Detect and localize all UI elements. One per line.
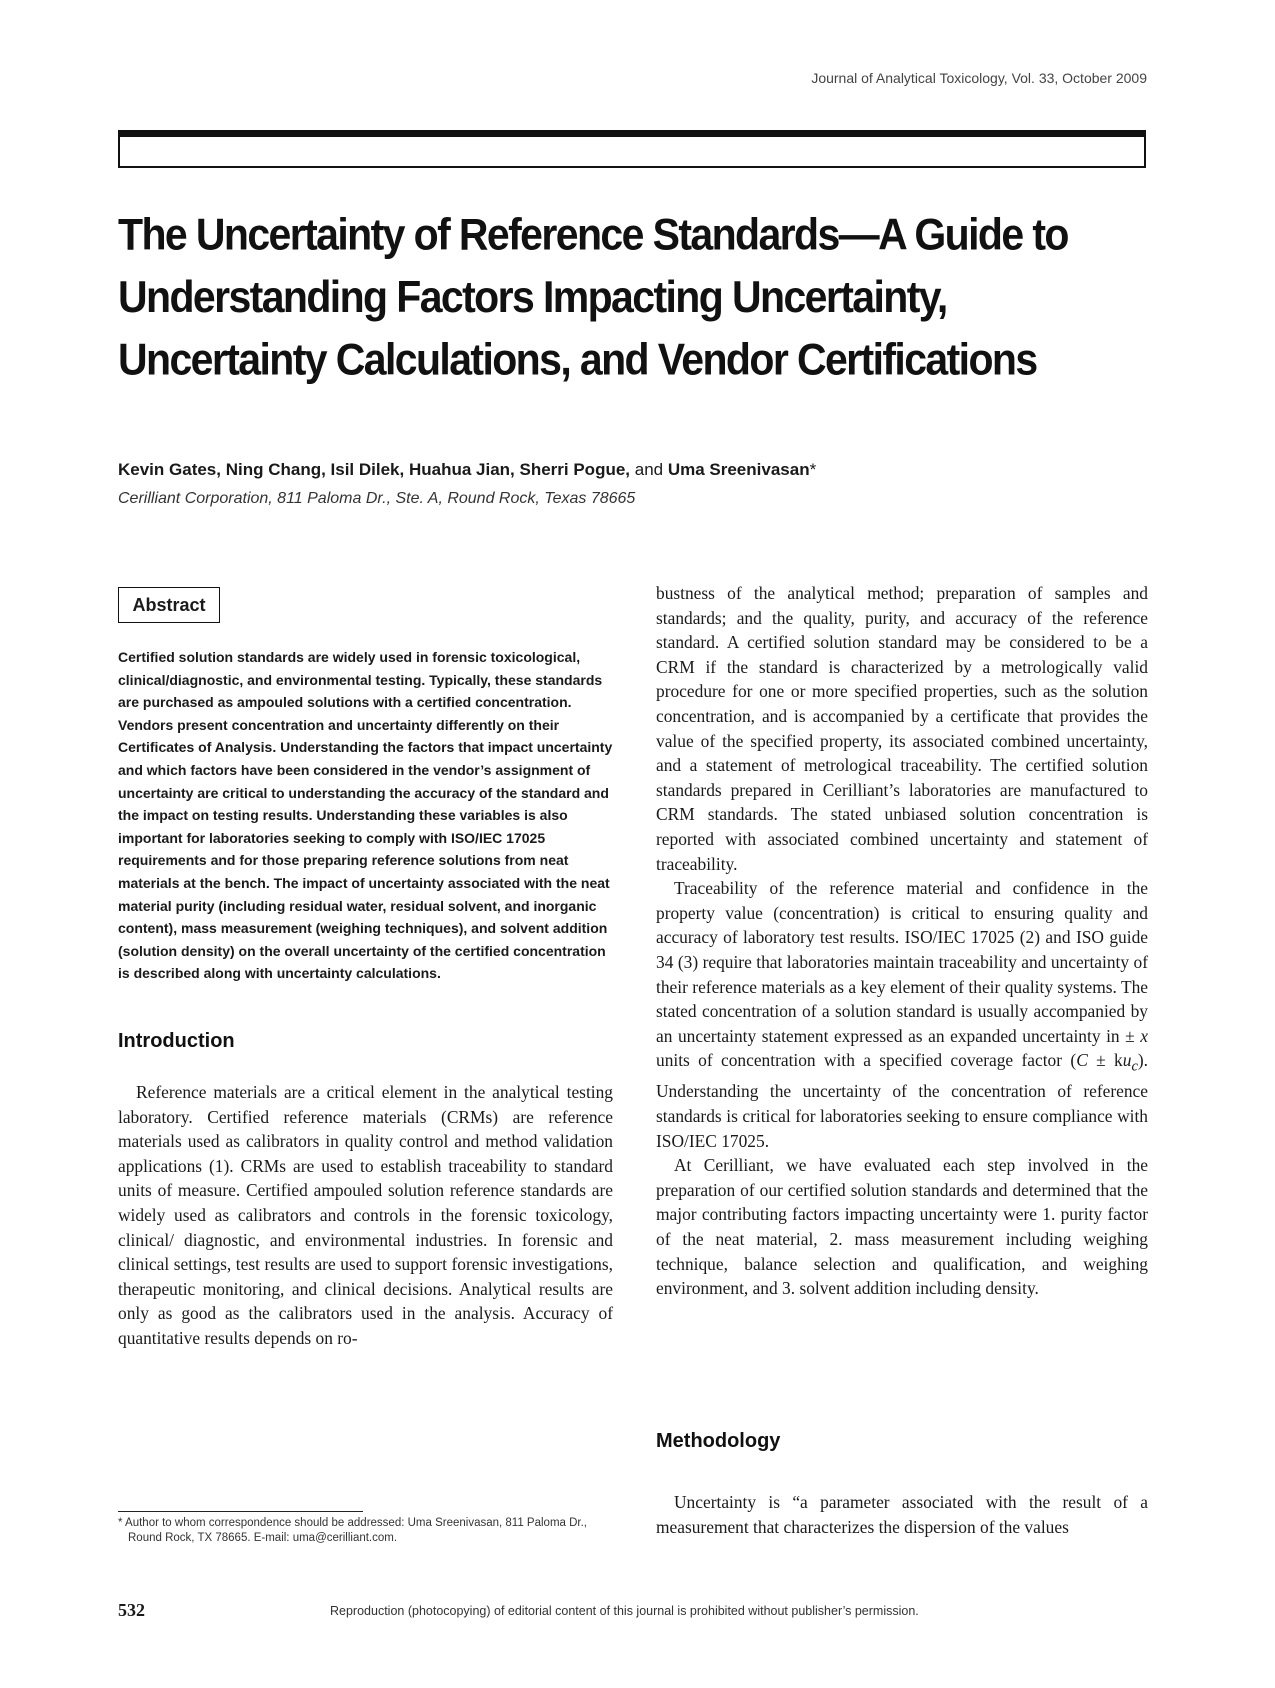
footnote-line: Round Rock, TX 78665. E-mail: uma@cerilliant.com. <box>128 1532 398 1544</box>
affiliation: Cerilliant Corporation, 811 Paloma Dr., Ste. A, Round Rock, Texas 78665 <box>118 490 636 507</box>
introduction-paragraph: Reference materials are a critical element in the analytical testing laboratory. Certified reference materials (CRMs) are reference materials used as calibrators in quality control and method validation applications (1). CRMs are used to establish traceability to standard units of measure. Certified ampouled solution reference standards are widely used as calibrators and controls in the forensic toxicology, clinical/ diagnostic, and environmental industries. In forensic and clinical settings, test results are used to support forensic investigations, therapeutic monitoring, and clinical decisions. Analytical results are only as good as the calibrators used in the analysis. Accuracy of quantitative results depends on ro- <box>118 1082 613 1348</box>
article-title <box>118 203 1198 391</box>
methodology-paragraph: Uncertainty is “a parameter associated with the result of a measurement that characterizes the dispersion of the values <box>656 1492 1148 1537</box>
journal-citation: Journal of Analytical Toxicology, Vol. 33, October 2009 <box>811 70 1147 86</box>
page-number: 532 <box>118 1600 145 1620</box>
introduction-heading: Introduction <box>118 1030 235 1052</box>
author-conjunction: and <box>630 460 668 479</box>
copyright-notice: Reproduction (photocopying) of editorial content of this journal is prohibited without publisher’s permission. <box>330 1604 919 1618</box>
title-line: Understanding Factors Impacting Uncertainty, <box>118 272 947 322</box>
title-line: The Uncertainty of Reference Standards—A Guide to <box>118 209 1068 260</box>
author-names: Kevin Gates, Ning Chang, Isil Dilek, Huahua Jian, Sherri Pogue, <box>118 460 631 479</box>
corresponding-author: Uma Sreenivasan <box>667 460 810 479</box>
header-rule-box <box>118 130 1146 168</box>
title-line: Uncertainty Calculations, and Vendor Certifications <box>118 334 1037 385</box>
footnote <box>118 1516 613 1546</box>
abstract-text: Certified solution standards are widely used in forensic toxicological, clinical/diagnostic, and environmental testing. Typically, these standards are purchased as ampouled solutions with a certified concentration. Vendors present concentration and uncertainty differently on their Certificates of Analysis. Understanding the factors that impact uncertainty and which factors have been considered in the vendor’s assignment of uncertainty are critical to understanding the accuracy of the standard and the impact on testing results. Understanding these variables is also important for laboratories seeking to comply with ISO/IEC 17025 requirements and for those preparing reference solutions from neat materials at the bench. The impact of uncertainty associated with the neat material purity (including residual water, residual solvent, and inorganic content), mass measurement (weighing techniques), and solvent addition (solution density) on the overall uncertainty of the certified concentration is described along with uncertainty calculations. <box>118 649 613 982</box>
correspondence-mark: * <box>809 460 817 479</box>
methodology-heading: Methodology <box>656 1430 781 1452</box>
right-column-body <box>656 581 1148 1301</box>
author-list <box>118 460 1158 480</box>
footnote-divider <box>118 1511 363 1512</box>
introduction-body <box>118 1080 613 1351</box>
abstract-heading: Abstract <box>118 587 220 623</box>
methodology-body <box>656 1490 1148 1539</box>
body-paragraph: bustness of the analytical method; preparation of samples and standards; and the quality, purity, and accuracy of the reference standard. A certified solution standard may be considered to be a CRM if the standard is characterized by a metrologically valid procedure for one or more specified properties, such as the solution concentration, and is accompanied by a certificate that provides the value of the specified property, its associated combined uncertainty, and a statement of metrological traceability. The certified solution standards prepared in Cerilliant’s laboratories are manufactured to CRM standards. The stated unbiased solution concentration is reported with associated combined uncertainty and statement of traceability. <box>656 583 1148 874</box>
body-paragraph: Traceability of the reference material and confidence in the property value (concentration) is critical to ensuring quality and accuracy of laboratory test results. ISO/IEC 17025 (2) and ISO guide 34 (3) require that laboratories maintain traceability and uncertainty of their reference materials as a key element of their quality systems. The stated concentration of a solution standard is usually accompanied by an uncertainty statement expressed as an expanded uncertainty in ± x units of concentration with a specified coverage factor $(C \pm ku_c)$. Understanding the uncertainty of the concentration of reference standards is critical for laboratories seeking to ensure compliance with ISO/IEC 17025. <box>656 878 1149 1151</box>
body-paragraph: At Cerilliant, we have evaluated each step involved in the preparation of our certified solution standards and determined that the major contributing factors impacting uncertainty were 1. purity factor of the neat material, 2. mass measurement including weighing technique, balance selection and qualification, and weighing environment, and 3. solvent addition including density. <box>656 1155 1148 1299</box>
footnote-line: * Author to whom correspondence should be addressed: Uma Sreenivasan, 811 Paloma Dr., <box>118 1517 588 1529</box>
